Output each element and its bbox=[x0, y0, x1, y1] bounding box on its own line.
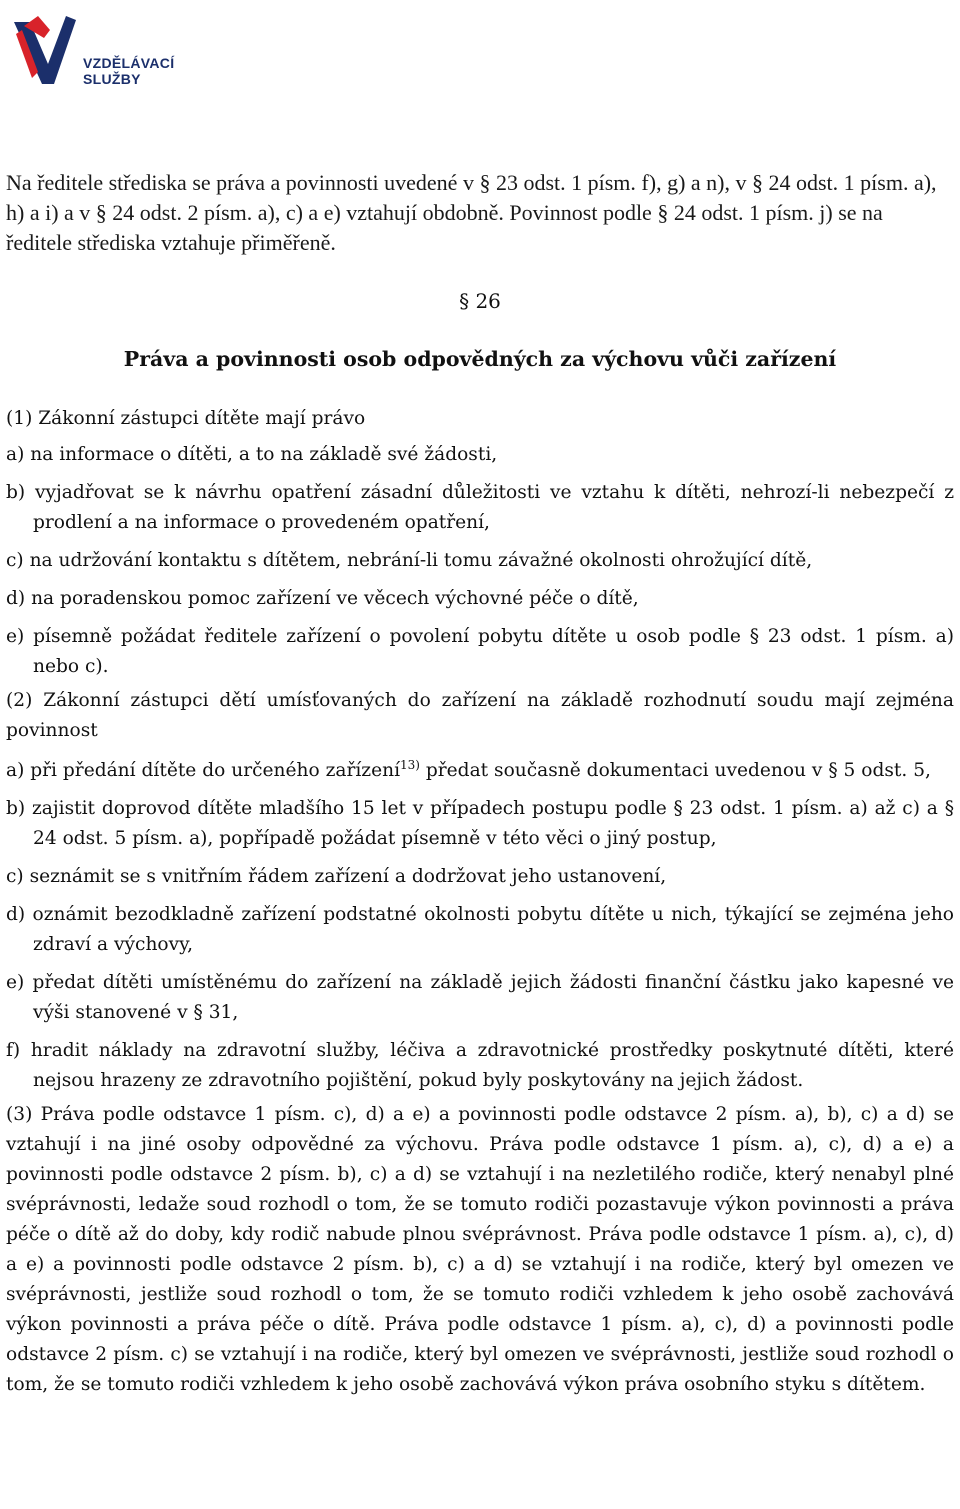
logo-text-line1: VZDĚLÁVACÍ bbox=[83, 55, 175, 71]
para2-item-a bbox=[6, 750, 954, 786]
logo-text-line2: SLUŽBY bbox=[83, 71, 141, 87]
para2-item-a-text-rest: předat současně dokumentaci uvedenou v § 5 odst. 5, bbox=[419, 760, 931, 782]
intro-paragraph bbox=[6, 168, 954, 258]
para2-item-a-text: a) při předání dítěte do určeného zařízení bbox=[6, 760, 401, 782]
para3: (3) Práva podle odstavce 1 písm. c), d) a e) a povinnosti podle odstavce 2 písm. a), b), c) a d) se vztahují i na jiné osoby odpovědné za výchovu. Práva podle odstavce 1 písm. a), c), d) a e) a povinnosti podle odstavce 2 písm. b), c) a d) se vztahují i na nezletilého rodiče, který nenabyl plné svéprávnosti, ledaže soud rozhodl o tom, že se tomuto rodiči pozastavuje výkon povinnosti a práva péče o dítě až do doby, kdy rodič nabude plnou svéprávnost. Práva podle odstavce 1 písm. a), c), d) a e) a povinnosti podle odstavce 2 písm. b), c) a d) se vztahují i na rodiče, který byl omezen ve svéprávnosti, jestliže soud rozhodl o tom, že se tomuto rodiči vzhledem k jeho osobě zachovává výkon povinnosti a práva péče o dítě. Práva podle odstavce 1 písm. a), c), d) a povinnosti podle odstavce 2 písm. c) se vztahují i na rodiče, který byl omezen ve svéprávnosti, jestliže soud rozhodl o tom, že se tomuto rodiči vzhledem k jeho osobě zachovává výkon práva osobního styku s dítětem. bbox=[6, 1104, 954, 1396]
para2-lead: (2) Zákonní zástupci dětí umísťovaných do zařízení na základě rozhodnutí soudu mají zejména povinnost bbox=[6, 690, 954, 741]
para1-lead: (1) Zákonní zástupci dítěte mají právo bbox=[6, 408, 366, 429]
section-number: § 26 bbox=[459, 289, 501, 313]
para2-item-c: c) seznámit se s vnitřním řádem zařízení a dodržovat jeho ustanovení, bbox=[6, 866, 667, 888]
section-body bbox=[6, 404, 954, 1400]
para2-item-d: d) oznámit bezodkladně zařízení podstatné okolnosti pobytu dítěte u nich, týkající se zejména jeho zdraví a výchovy, bbox=[6, 904, 954, 956]
logo-mark-icon bbox=[10, 12, 80, 92]
para1-item-a: a) na informace o dítěti, a to na základě své žádosti, bbox=[6, 444, 498, 465]
para1-item-c: c) na udržování kontaktu s dítětem, nebrání-li tomu závažné okolnosti ohrožující dítě, bbox=[6, 550, 813, 571]
logo bbox=[10, 12, 175, 92]
para1-item-e: e) písemně požádat ředitele zařízení o povolení pobytu dítěte u osob podle § 23 odst. 1 písm. a) nebo c). bbox=[6, 626, 954, 677]
section-title: Práva a povinnosti osob odpovědných za výchovu vůči zařízení bbox=[123, 347, 837, 371]
para1-item-b: b) vyjadřovat se k návrhu opatření zásadní důležitosti ve vztahu k dítěti, nehrozí-li nebezpečí z prodlení a na informace o provedeném opatření, bbox=[6, 482, 954, 533]
footnote-ref: 13) bbox=[400, 758, 420, 772]
para2-item-b: b) zajistit doprovod dítěte mladšího 15 let v případech postupu podle § 23 odst. 1 písm. a) až c) a § 24 odst. 5 písm. a), popřípadě požádat písemně v této věci o jiný postup, bbox=[6, 798, 954, 850]
para1-item-d: d) na poradenskou pomoc zařízení ve věcech výchovné péče o dítě, bbox=[6, 588, 639, 609]
para2-item-f: f) hradit náklady na zdravotní služby, léčiva a zdravotnické prostředky poskytnuté dítěti, které nejsou hrazeny ze zdravotního pojištění, pokud byly poskytovány na jejich žádost. bbox=[6, 1040, 954, 1092]
para2-item-e: e) předat dítěti umístěnému do zařízení na základě jejich žádosti finanční částku jako kapesné ve výši stanovené v § 31, bbox=[6, 972, 954, 1024]
intro-text: Na ředitele střediska se práva a povinnosti uvedené v § 23 odst. 1 písm. f), g) a n), v § 24 odst. 1 písm. a), h) a i) a v § 24 odst. 2 písm. a), c) a e) vztahují obdobně. Povinnost podle § 24 odst. 1 písm. j) se na ředitele střediska vztahuje přiměřeně. bbox=[6, 170, 937, 255]
